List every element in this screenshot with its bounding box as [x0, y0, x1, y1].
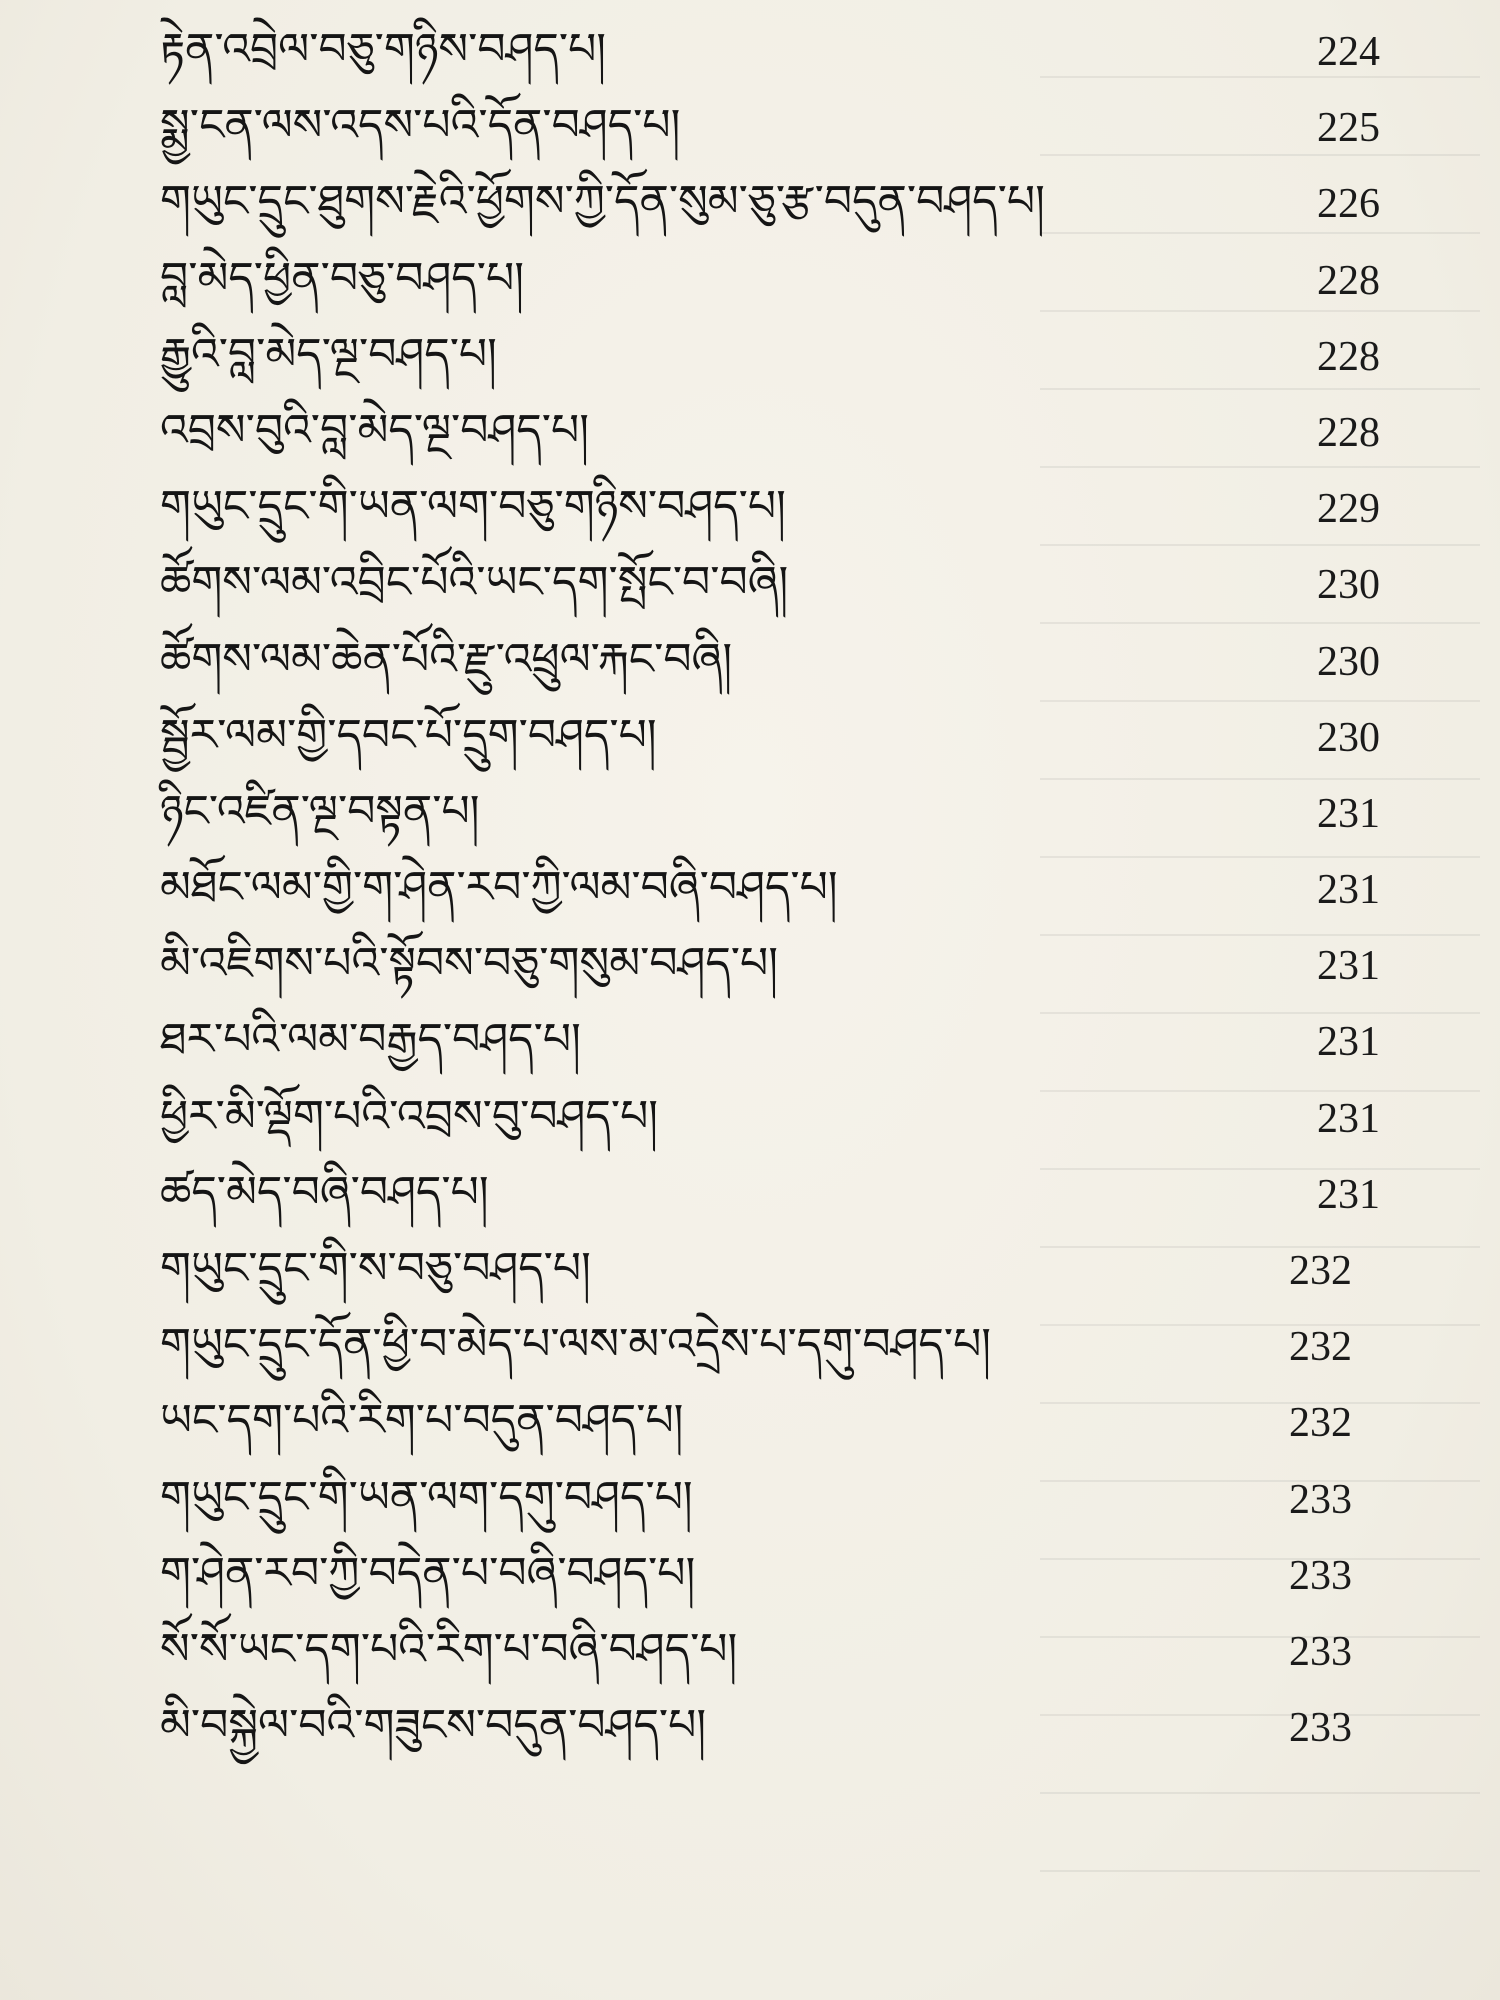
toc-entry-page: 225: [1317, 105, 1380, 152]
toc-entry-title: མི་འཇིགས་པའི་སྟོབས་བཅུ་གསུམ་བཤད་པ།: [160, 938, 779, 990]
toc-entry: [160, 1081, 1380, 1157]
toc-entry: [160, 1157, 1380, 1233]
toc-entry-title: སྨྱ་ངན་ལས་འདས་པའི་དོན་བཤད་པ།: [160, 100, 681, 152]
toc-entry: [160, 319, 1380, 395]
toc-entry-page: 224: [1317, 29, 1380, 75]
toc-entry-title: རྟེན་འབྲེལ་བཅུ་གཉིས་བཤད་པ།: [160, 24, 607, 75]
toc-entry: [160, 1004, 1380, 1080]
toc-entry-title: ཕྱིར་མི་ལྡོག་པའི་འབྲས་བུ་བཤད་པ།: [160, 1090, 659, 1142]
toc-entry: [160, 624, 1380, 700]
toc-entry: [160, 1233, 1380, 1309]
toc-entry: [160, 547, 1380, 623]
toc-entry-page: 226: [1317, 181, 1380, 228]
toc-entry-page: 233: [1289, 1628, 1352, 1675]
toc-entry-title: རྒྱུའི་བླ་མེད་ལྔ་བཤད་པ།: [160, 328, 497, 380]
toc-entry-page: 233: [1289, 1705, 1352, 1752]
toc-entry-title: མཐོང་ལམ་གྱི་ག་ཤེན་རབ་ཀྱི་ལམ་བཞི་བཤད་པ།: [160, 862, 838, 914]
toc-entry: [160, 14, 1380, 90]
toc-entry: [160, 1462, 1380, 1538]
toc-entry: [160, 1309, 1380, 1385]
table-of-contents: [160, 14, 1380, 1766]
toc-entry-title: ཉིང་འཛིན་ལྔ་བསྟན་པ།: [160, 785, 480, 837]
toc-entry-title: ཚད་མེད་བཞི་བཤད་པ།: [160, 1166, 489, 1218]
toc-entry-page: 228: [1317, 333, 1380, 380]
toc-entry-page: 231: [1317, 1095, 1380, 1142]
toc-entry-title: གཡུང་དྲུང་གི་ཡན་ལག་དགུ་བཤད་པ།: [160, 1471, 693, 1523]
toc-entry-title: གཡུང་དྲུང་གི་ས་བཅུ་བཤད་པ།: [160, 1243, 591, 1294]
toc-entry: [160, 395, 1380, 471]
toc-entry-title: གཡུང་དྲུང་དོན་ཕྱི་བ་མེད་པ་ལས་མ་འདྲེས་པ་དགུ་བཤད་པ།: [160, 1319, 992, 1371]
toc-entry-title: ཚོགས་ལམ་འབྲིང་པོའི་ཡང་དག་སྤོང་བ་བཞི།: [160, 557, 789, 609]
toc-entry-title: སོ་སོ་ཡང་དག་པའི་རིག་པ་བཞི་བཤད་པ།: [160, 1623, 738, 1675]
toc-entry: [160, 1690, 1380, 1766]
toc-entry-title: གཡུང་དྲུང་ཐུགས་རྗེའི་ཕྱོགས་ཀྱི་དོན་སུམ་ཅུ་རྩ་བདུན་བཤད་པ།: [160, 176, 1045, 228]
toc-entry-page: 231: [1317, 943, 1380, 990]
toc-entry: [160, 1614, 1380, 1690]
toc-entry: [160, 243, 1380, 319]
toc-entry: [160, 1538, 1380, 1614]
toc-entry-page: 232: [1289, 1324, 1352, 1371]
toc-entry-title: གཡུང་དྲུང་གི་ཡན་ལག་བཅུ་གཉིས་བཤད་པ།: [160, 481, 786, 533]
toc-entry: [160, 700, 1380, 776]
toc-entry-page: 230: [1317, 562, 1380, 609]
toc-entry: [160, 1385, 1380, 1461]
toc-entry: [160, 90, 1380, 166]
toc-entry-title: ཐར་པའི་ལམ་བརྒྱད་བཤད་པ།: [160, 1014, 581, 1066]
toc-entry: [160, 776, 1380, 852]
toc-entry-title: འབྲས་བུའི་བླ་མེད་ལྔ་བཤད་པ།: [160, 404, 589, 456]
toc-entry: [160, 166, 1380, 242]
toc-entry-page: 232: [1289, 1400, 1352, 1447]
toc-entry-page: 228: [1317, 257, 1380, 304]
toc-entry: [160, 471, 1380, 547]
toc-entry-title: བླ་མེད་ཕྱིན་བཅུ་བཤད་པ།: [160, 252, 524, 304]
toc-entry-page: 230: [1317, 638, 1380, 685]
toc-entry: [160, 852, 1380, 928]
toc-entry-page: 229: [1317, 486, 1380, 533]
toc-entry-page: 231: [1317, 1171, 1380, 1218]
toc-entry: [160, 928, 1380, 1004]
toc-entry-page: 231: [1317, 1019, 1380, 1066]
toc-entry-page: 233: [1289, 1476, 1352, 1523]
toc-entry-page: 232: [1289, 1248, 1352, 1294]
toc-entry-page: 228: [1317, 409, 1380, 456]
toc-entry-title: ཚོགས་ལམ་ཆེན་པོའི་རྫུ་འཕྲུལ་རྐང་བཞི།: [160, 633, 733, 685]
toc-entry-title: སྦྱོར་ལམ་གྱི་དབང་པོ་དྲུག་བཤད་པ།: [160, 709, 657, 761]
toc-entry-page: 233: [1289, 1552, 1352, 1599]
toc-entry-page: 230: [1317, 714, 1380, 761]
toc-entry-page: 231: [1317, 867, 1380, 914]
toc-entry-page: 231: [1317, 790, 1380, 837]
toc-entry-title: ཡང་དག་པའི་རིག་པ་བདུན་བཤད་པ།: [160, 1395, 684, 1447]
toc-entry-title: ག་ཤེན་རབ་ཀྱི་བདེན་པ་བཞི་བཤད་པ།: [160, 1547, 696, 1599]
toc-entry-title: མི་བསྐྱེལ་བའི་གཟུངས་བདུན་བཤད་པ།: [160, 1700, 707, 1752]
